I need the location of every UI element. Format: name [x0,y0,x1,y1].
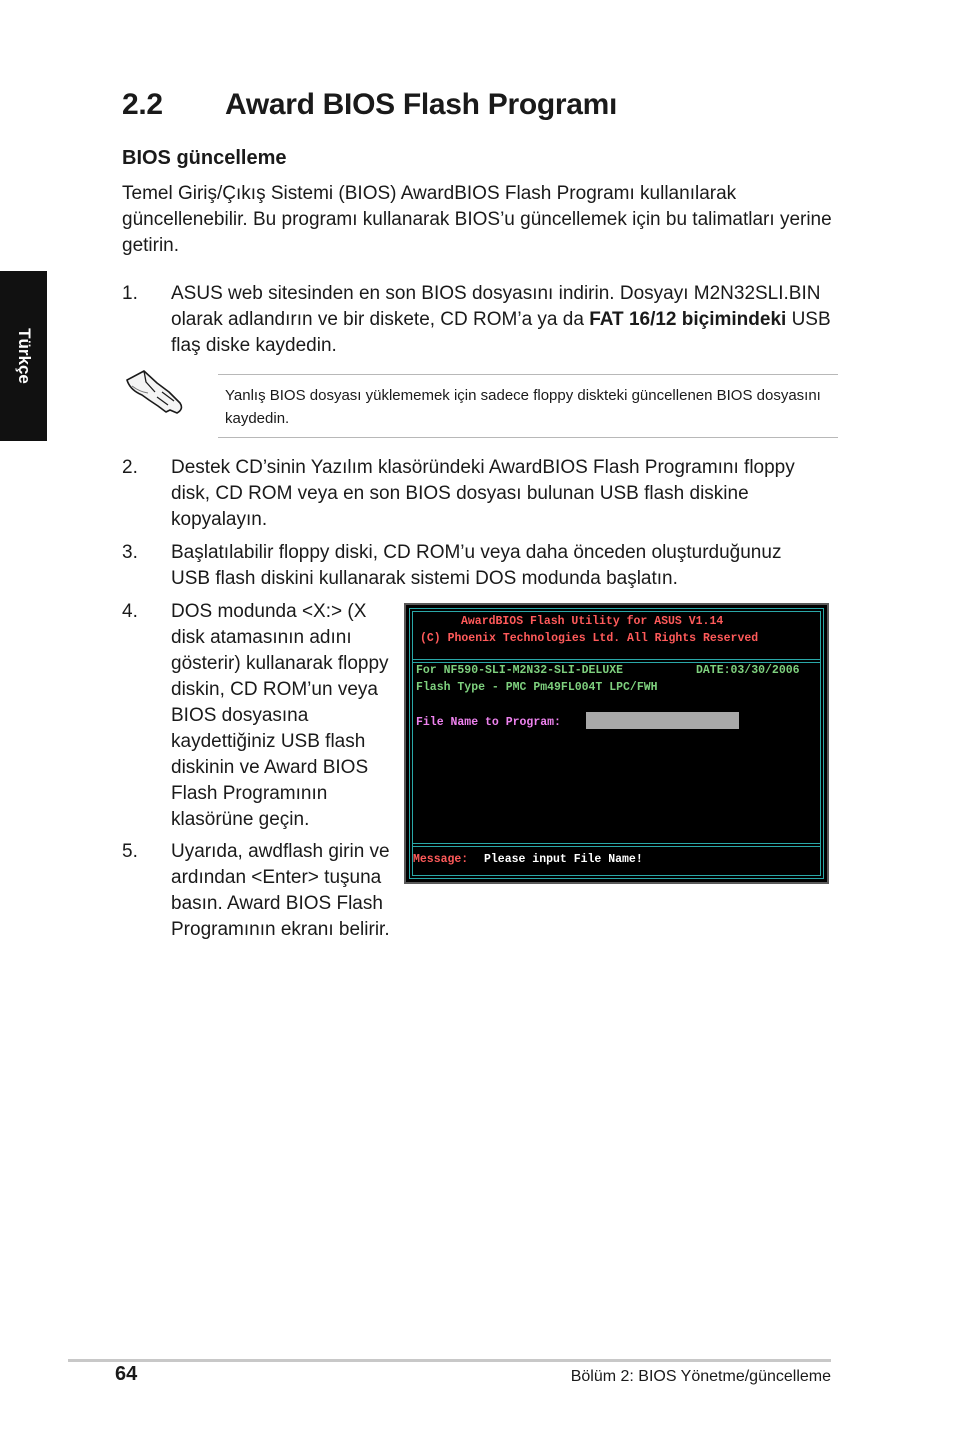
step-text: DOS modunda <X:> (X disk atamasının adını gösterir) kullanarak floppy diskin, CD ROM’un veya BIOS dosyasına kaydettiğiniz USB flash diskinin ve Award BIOS Flash Programının klasörüne geçin. [171,601,389,830]
step-text: Destek CD’sinin Yazılım klasöründeki AwardBIOS Flash Programını floppy disk, CD ROM veya en son BIOS dosyası bulunan USB flash diskine kopyalayın. [171,457,795,530]
intro-paragraph: Temel Giriş/Çıkış Sistemi (BIOS) AwardBIOS Flash Programı kullanılarak güncellenebilir. Bu programı kullanarak BIOS’u güncellemek için bu talimatları yerine getirin. [122,183,832,256]
flash-type: Flash Type - PMC Pm49FL004T LPC/FWH [416,681,658,694]
bios-date: DATE:03/30/2006 [696,664,800,677]
language-label: Türkçe [14,328,34,384]
step-text: ASUS web sitesinden en son BIOS dosyasını indirin. Dosyayı M2N32SLI.BIN olarak adlandırın ve bir diskete, CD ROM’a ya da FAT 16/12 biçimindeki USB flaş diske kaydedin. [171,283,831,356]
language-side-tab [0,271,47,441]
file-name-prompt: File Name to Program: [416,716,561,729]
step-text: Başlatılabilir floppy diski, CD ROM’u veya daha önceden oluşturduğunuz USB flash diskini kullanarak sistemi DOS modunda başlatın. [171,542,782,589]
subheading: BIOS güncelleme [122,147,287,169]
step-number: 4. [122,601,138,622]
step-number: 1. [122,283,138,304]
step-number: 2. [122,457,138,478]
page-number: 64 [115,1363,138,1385]
step-text: Uyarıda, awdflash girin ve ardından <Enter> tuşuna basın. Award BIOS Flash Programının ekranı belirir. [171,841,390,940]
copyright-line: (C) Phoenix Technologies Ltd. All Rights Reserved [420,632,759,645]
note-text: Yanlış BIOS dosyası yüklememek için sadece floppy diskteki güncellenen BIOS dosyasını kaydedin. [225,387,821,427]
message-label: Message: [413,853,469,866]
utility-title: AwardBIOS Flash Utility for ASUS V1.14 [461,615,724,628]
section-number: 2.2 [122,88,163,121]
footer-divider [413,843,820,847]
hand-note-icon [124,368,186,418]
header-divider [413,659,820,663]
step-number: 5. [122,841,138,862]
step-number: 3. [122,542,138,563]
section-title-text: Award BIOS Flash Programı [225,88,618,121]
footer-rule [68,1359,831,1362]
board-model: For NF590-SLI-M2N32-SLI-DELUXE [416,664,624,677]
step-bold-text: FAT 16/12 biçimindeki [589,309,787,330]
screen-inner-frame [412,611,821,876]
bios-flash-screen [404,603,829,884]
note-box [218,374,838,438]
section-title [122,88,617,122]
file-name-input[interactable] [586,712,739,729]
chapter-title: Bölüm 2: BIOS Yönetme/güncelleme [570,1368,831,1385]
message-text: Please input File Name! [484,853,643,866]
